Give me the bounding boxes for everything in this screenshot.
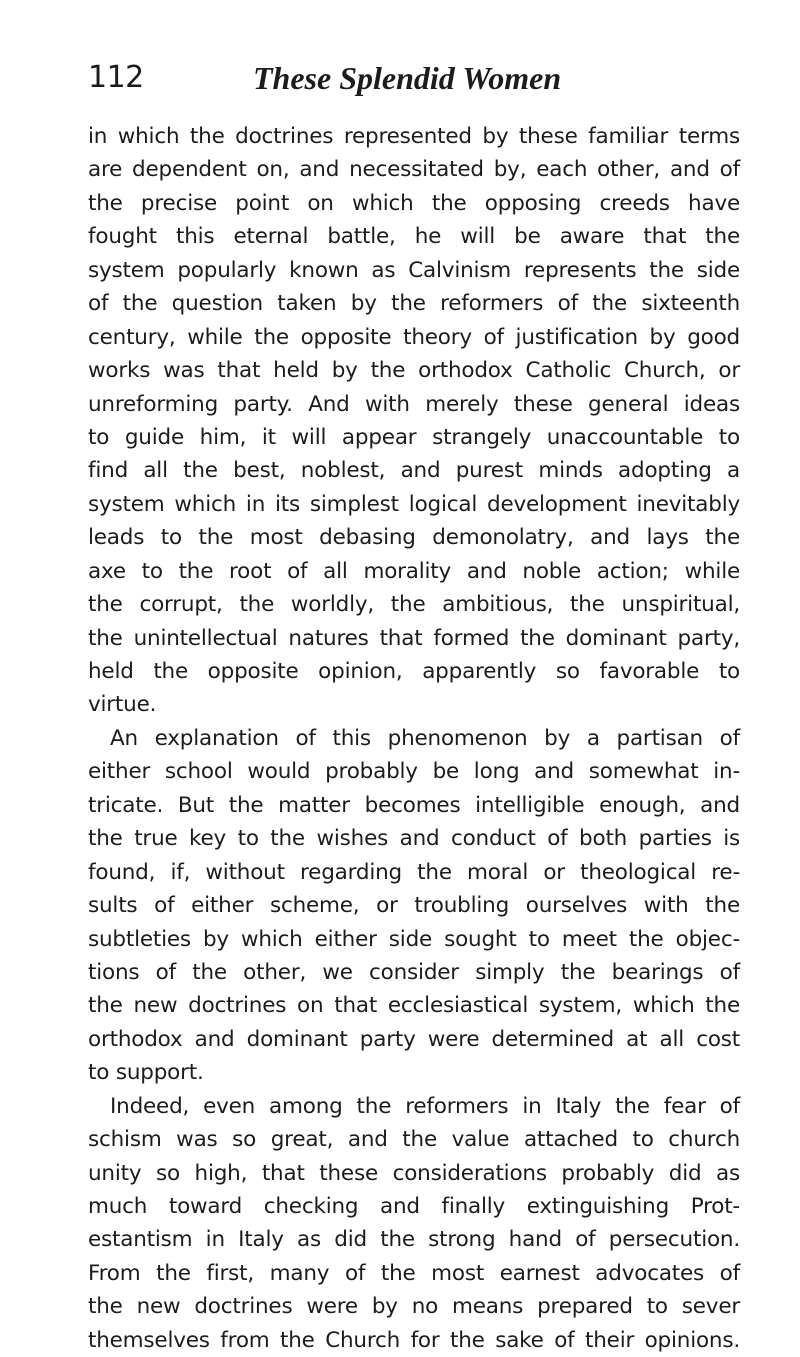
text-line: are dependent on, and necessitated by, each other, and of <box>88 157 740 183</box>
text-line: tricate. But the matter becomes intelligible enough, and <box>88 792 740 818</box>
text-line: schism was so great, and the value attached to church <box>88 1127 740 1153</box>
paragraph-end-line: virtue. <box>88 692 157 718</box>
text-line: fought this eternal battle, he will be aware that the <box>88 224 740 250</box>
text-line: century, while the opposite theory of justification by good <box>88 324 740 350</box>
paragraph-start-line: Indeed, even among the reformers in Italy the fear of <box>110 1093 740 1119</box>
text-line: themselves from the Church for the sake of their opinions. <box>88 1327 740 1353</box>
body-text <box>88 120 740 1357</box>
book-title: These Splendid Women <box>253 60 562 96</box>
text-line: tions of the other, we consider simply the bearings of <box>88 959 740 985</box>
paragraph-start-line: An explanation of this phenomenon by a partisan of <box>110 725 740 751</box>
text-line: works was that held by the orthodox Catholic Church, or <box>88 358 740 384</box>
text-line: of the question taken by the reformers of the sixteenth <box>88 291 740 317</box>
text-line: estantism in Italy as did the strong hand of persecution. <box>88 1227 740 1253</box>
text-line: sults of either scheme, or troubling ourselves with the <box>88 893 740 919</box>
text-line: the true key to the wishes and conduct of both parties is <box>88 826 740 852</box>
text-line: system which in its simplest logical development inevitably <box>88 491 740 517</box>
text-line: the new doctrines were by no means prepared to sever <box>88 1294 740 1320</box>
text-line: unity so high, that these considerations probably did as <box>88 1160 740 1186</box>
text-line: the precise point on which the opposing creeds have <box>88 190 740 216</box>
text-line: orthodox and dominant party were determined at all cost <box>88 1026 740 1052</box>
text-line: the new doctrines on that ecclesiastical system, which the <box>88 993 740 1019</box>
text-line: the corrupt, the worldly, the ambitious, the unspiritual, <box>88 592 740 618</box>
text-line: subtleties by which either side sought to meet the objec- <box>88 926 740 952</box>
text-line: either school would probably be long and somewhat in- <box>88 759 740 785</box>
page-number: 112 <box>88 60 144 95</box>
text-line: the unintellectual natures that formed the dominant party, <box>88 625 740 651</box>
running-head <box>88 60 740 104</box>
paragraph-end-line: to support. <box>88 1060 204 1086</box>
text-line: found, if, without regarding the moral or theological re- <box>88 859 740 885</box>
text-line: axe to the root of all morality and noble action; while <box>88 558 740 584</box>
text-line: much toward checking and finally extinguishing Prot- <box>88 1194 740 1219</box>
text-line: to guide him, it will appear strangely unaccountable to <box>88 424 740 450</box>
text-line: leads to the most debasing demonolatry, and lays the <box>88 525 740 551</box>
text-line: system popularly known as Calvinism represents the side <box>88 257 740 283</box>
text-line: find all the best, noblest, and purest minds adopting a <box>88 458 740 484</box>
text-line: in which the doctrines represented by these familiar terms <box>88 124 740 149</box>
text-line: unreforming party. And with merely these general ideas <box>88 391 740 417</box>
text-line: held the opposite opinion, apparently so favorable to <box>88 659 740 684</box>
text-line: From the first, many of the most earnest advocates of <box>88 1260 740 1286</box>
